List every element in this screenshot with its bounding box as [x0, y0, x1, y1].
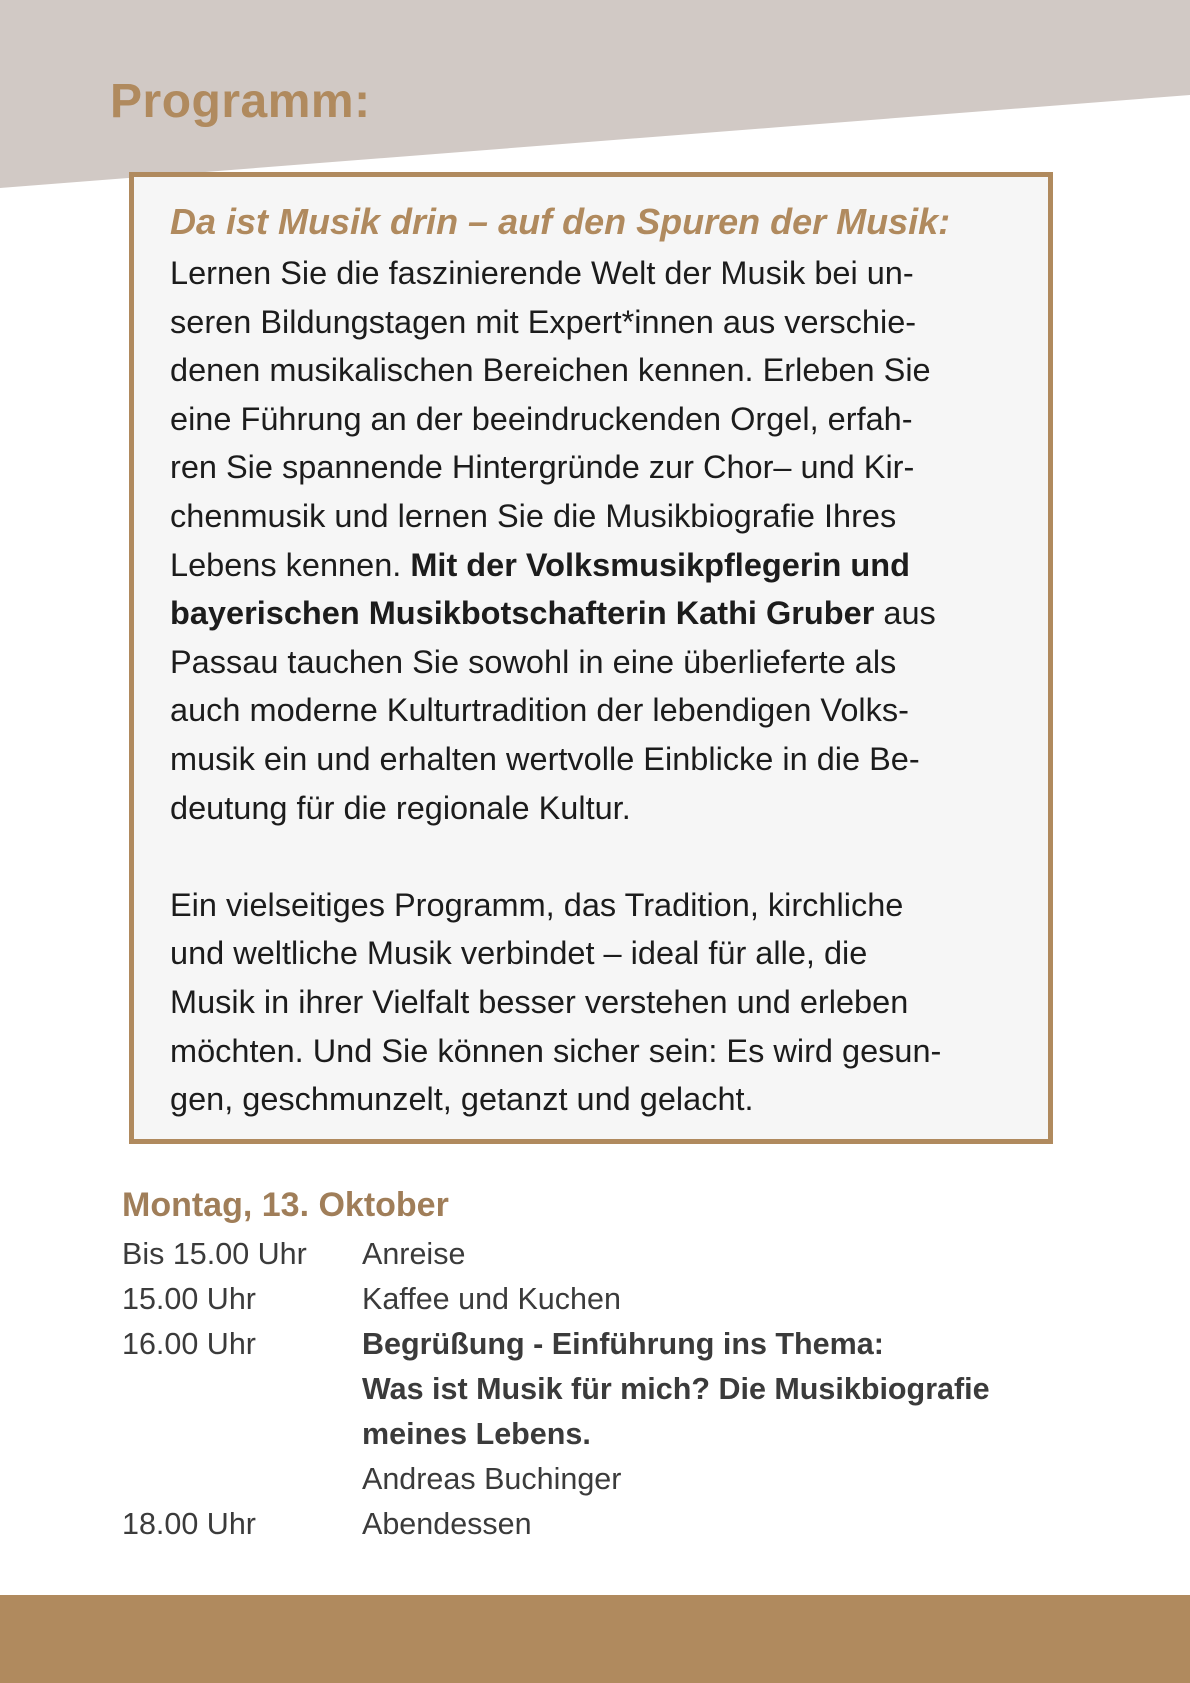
text-line: eine Führung an der beeindruckenden Orgel, erfah-	[170, 400, 913, 437]
text-run: Lebens kennen.	[170, 546, 411, 583]
schedule-row	[122, 1277, 1072, 1322]
highlight-text: bayerischen Musikbotschafterin Kathi Gruber	[170, 595, 875, 632]
text-line: auch moderne Kulturtradition der lebendigen Volks-	[170, 692, 909, 729]
schedule-time: 15.00 Uhr	[122, 1282, 256, 1316]
text-line: möchten. Und Sie können sicher sein: Es wird gesun-	[170, 1032, 942, 1069]
intro-paragraph-2	[170, 881, 1020, 1124]
schedule-item: Anreise	[362, 1237, 466, 1271]
text-line: musik ein und erhalten wertvolle Einblicke in die Be-	[170, 740, 920, 777]
text-run: aus	[874, 595, 936, 632]
text-line: denen musikalischen Bereichen kennen. Erleben Sie	[170, 352, 931, 389]
intro-heading: Da ist Musik drin – auf den Spuren der Musik:	[170, 201, 951, 242]
schedule-item: Abendessen	[362, 1507, 532, 1541]
schedule-time: 18.00 Uhr	[122, 1507, 256, 1541]
session-title: meines Lebens.	[362, 1417, 591, 1451]
intro-paragraph-1	[170, 249, 1020, 832]
text-line: ren Sie spannende Hintergründe zur Chor– und Kir-	[170, 449, 915, 486]
text-line: seren Bildungstagen mit Expert*innen aus verschie-	[170, 303, 917, 340]
schedule	[122, 1232, 1072, 1547]
highlight-text: Mit der Volksmusikpflegerin und	[410, 546, 910, 583]
text-line: Lernen Sie die faszinierende Welt der Musik bei un-	[170, 255, 914, 291]
text-line: Ein vielseitiges Programm, das Tradition, kirchliche	[170, 886, 904, 923]
text-line: deutung für die regionale Kultur.	[170, 789, 631, 826]
text-line: gen, geschmunzelt, getanzt und gelacht.	[170, 1081, 754, 1118]
text-line: chenmusik und lernen Sie die Musikbiografie Ihres	[170, 497, 897, 534]
schedule-row	[122, 1232, 1072, 1277]
session-title: Begrüßung - Einführung ins Thema:	[362, 1327, 884, 1361]
intro-box	[129, 172, 1053, 1144]
schedule-item	[362, 1322, 1072, 1502]
schedule-time: Bis 15.00 Uhr	[122, 1237, 307, 1271]
schedule-row	[122, 1322, 1072, 1502]
text-line	[170, 541, 1020, 590]
session-title: Was ist Musik für mich? Die Musikbiografie	[362, 1372, 990, 1406]
footer-band	[0, 1595, 1190, 1683]
schedule-time: 16.00 Uhr	[122, 1327, 256, 1361]
text-line: Musik in ihrer Vielfalt besser verstehen und erleben	[170, 983, 909, 1020]
text-line: und weltliche Musik verbindet – ideal für alle, die	[170, 935, 868, 972]
text-line: Passau tauchen Sie sowohl in eine überlieferte als	[170, 643, 897, 680]
page-title: Programm:	[110, 75, 371, 128]
schedule-row	[122, 1502, 1072, 1547]
day-heading: Montag, 13. Oktober	[122, 1186, 449, 1224]
session-speaker: Andreas Buchinger	[362, 1462, 622, 1496]
text-line	[170, 589, 1020, 638]
schedule-item: Kaffee und Kuchen	[362, 1282, 621, 1316]
